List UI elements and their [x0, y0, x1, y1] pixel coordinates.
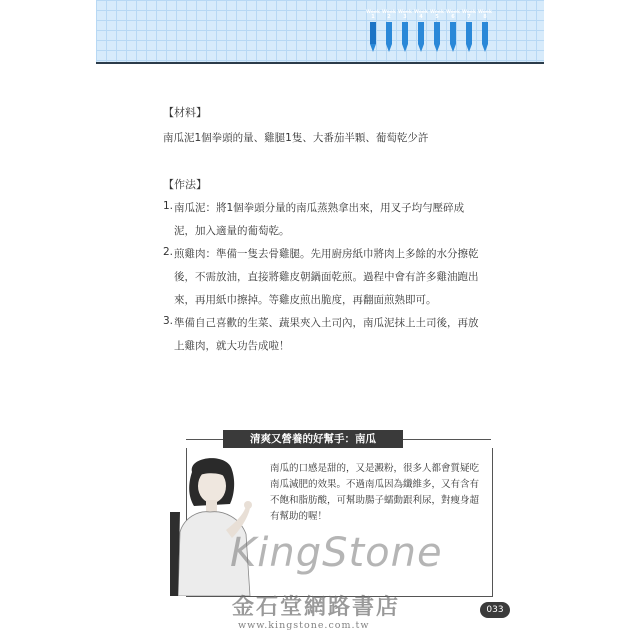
- ingredients-title: 【材料】: [163, 106, 207, 119]
- step-line: 煎雞肉：準備一隻去骨雞腿。先用廚房紙巾將肉上多餘的水分擦乾: [174, 248, 479, 260]
- tip-line: 南瓜減肥的效果。不過南瓜因為纖維多，又有含有: [270, 479, 480, 490]
- step-line: 上雞肉，就大功告成啦！: [174, 340, 290, 352]
- week-number: 2: [387, 14, 391, 20]
- week-tabs: [365, 10, 493, 52]
- week-label: Week: [446, 10, 460, 15]
- pencil-icon: [449, 22, 457, 52]
- week-tab-5: [429, 10, 445, 52]
- week-label: Week: [462, 10, 476, 15]
- step-line: 南瓜泥：將1個拳頭分量的南瓜蒸熟拿出來，用叉子均勻壓碎成: [174, 202, 465, 214]
- watermark-chinese: 金石堂網路書店: [232, 594, 401, 620]
- week-label: Week: [414, 10, 428, 15]
- week-label: Week: [478, 10, 492, 15]
- pencil-icon: [369, 22, 377, 52]
- pencil-icon: [465, 22, 473, 52]
- watermark-url: www.kingstone.com.tw: [238, 620, 370, 631]
- step-line: 泥，加入適量的葡萄乾。: [174, 225, 290, 237]
- tip-line: 不飽和脂肪酸，可幫助腸子蠕動跟利尿，對瘦身超: [270, 495, 480, 506]
- week-label: Week: [430, 10, 444, 15]
- week-label: Week: [398, 10, 412, 15]
- watermark-brand: KingStone: [230, 530, 443, 576]
- tip-title: 清爽又營養的好幫手：南瓜: [223, 430, 403, 448]
- week-label: Week: [366, 10, 380, 15]
- step-line: 準備自己喜歡的生菜、蔬果夾入土司內，南瓜泥抹上土司後，再放: [174, 317, 479, 329]
- week-tab-7: [461, 10, 477, 52]
- week-tab-8: [477, 10, 493, 52]
- week-tab-2: [381, 10, 397, 52]
- page-number: 033: [480, 602, 510, 618]
- pencil-icon: [385, 22, 393, 52]
- tip-line: 南瓜的口感是甜的，又是澱粉，很多人都會質疑吃: [270, 463, 480, 474]
- week-tab-3: [397, 10, 413, 52]
- week-tab-4: [413, 10, 429, 52]
- week-number: 5: [435, 14, 439, 20]
- week-number: 6: [451, 14, 455, 20]
- week-tab-6: [445, 10, 461, 52]
- week-number: 4: [419, 14, 423, 20]
- week-number: 7: [467, 14, 471, 20]
- step-number: 1.: [163, 200, 174, 212]
- pencil-icon: [433, 22, 441, 52]
- method-title: 【作法】: [163, 178, 207, 191]
- week-number: 3: [403, 14, 407, 20]
- step-number: 2.: [163, 246, 174, 258]
- step-line: 來，再用紙巾擦掉。等雞皮煎出脆度，再翻面煎熟即可。: [174, 294, 437, 306]
- step-number: 3.: [163, 315, 174, 327]
- week-number: 1: [371, 14, 375, 20]
- step-line: 後，不需放油，直接將雞皮朝鍋面乾煎。過程中會有許多雞油跑出: [174, 271, 479, 283]
- ingredients-text: 南瓜泥1個拳頭的量、雞腿1隻、大番茄半顆、葡萄乾少許: [163, 132, 429, 144]
- pencil-icon: [417, 22, 425, 52]
- tip-line: 有幫助的喔！: [270, 511, 328, 522]
- pencil-icon: [481, 22, 489, 52]
- week-tab-1: [365, 10, 381, 52]
- week-label: Week: [382, 10, 396, 15]
- pencil-icon: [401, 22, 409, 52]
- week-number: 8: [483, 14, 487, 20]
